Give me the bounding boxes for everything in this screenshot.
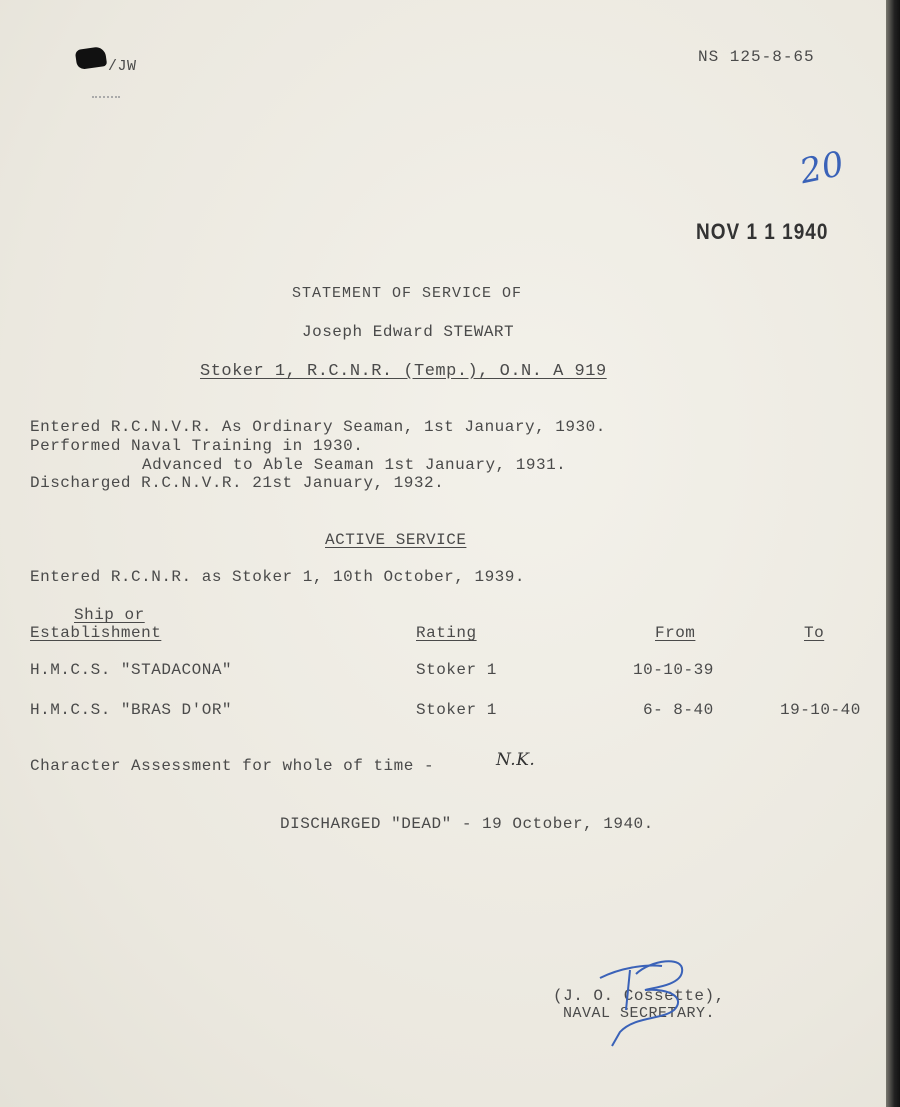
folio-number: 20 xyxy=(796,143,848,193)
member-name: Joseph Edward STEWART xyxy=(302,323,515,341)
column-header-ship-1: Ship or xyxy=(74,606,145,624)
statement-title: STATEMENT OF SERVICE OF xyxy=(292,285,523,302)
character-label: Character Assessment for whole of time - xyxy=(30,757,435,775)
cell-from: 6- 8-40 xyxy=(643,701,714,719)
column-header-to: To xyxy=(804,624,825,642)
scan-edge xyxy=(886,0,900,1107)
cell-ship: H.M.C.S. "STADACONA" xyxy=(30,661,233,679)
character-value: N.K. xyxy=(496,750,536,770)
column-header-from: From xyxy=(655,624,696,642)
rank-line: Stoker 1, R.C.N.R. (Temp.), O.N. A 919 xyxy=(200,362,607,381)
discharge-line: DISCHARGED "DEAD" - 19 October, 1940. xyxy=(280,815,654,833)
signatory-name: (J. O. Cossette), xyxy=(553,987,725,1005)
file-reference: NS 125-8-65 xyxy=(698,48,815,66)
cell-from: 10-10-39 xyxy=(633,661,714,679)
initials-signature xyxy=(590,950,700,1050)
reference-left: /JW xyxy=(108,58,137,75)
column-header-rating: Rating xyxy=(416,624,477,642)
prior-service-line: Performed Naval Training in 1930. xyxy=(30,437,364,455)
column-header-ship-2: Establishment xyxy=(30,624,162,642)
date-stamp: NOV 1 1 1940 xyxy=(696,220,829,245)
signatory-title: NAVAL SECRETARY. xyxy=(563,1005,716,1022)
prior-service-line: Advanced to Able Seaman 1st January, 1931. xyxy=(142,456,567,474)
prior-service-line: Discharged R.C.N.V.R. 21st January, 1932. xyxy=(30,474,445,492)
cell-rating: Stoker 1 xyxy=(416,701,497,719)
active-service-heading: ACTIVE SERVICE xyxy=(325,531,467,549)
cell-to: 19-10-40 xyxy=(780,701,861,719)
cell-rating: Stoker 1 xyxy=(416,661,497,679)
redaction-mark xyxy=(75,46,107,70)
cell-ship: H.M.C.S. "BRAS D'OR" xyxy=(30,701,233,719)
active-service-entry: Entered R.C.N.R. as Stoker 1, 10th October, 1939. xyxy=(30,568,525,586)
smudge-mark xyxy=(92,96,120,104)
prior-service-line: Entered R.C.N.V.R. As Ordinary Seaman, 1st January, 1930. xyxy=(30,418,606,436)
